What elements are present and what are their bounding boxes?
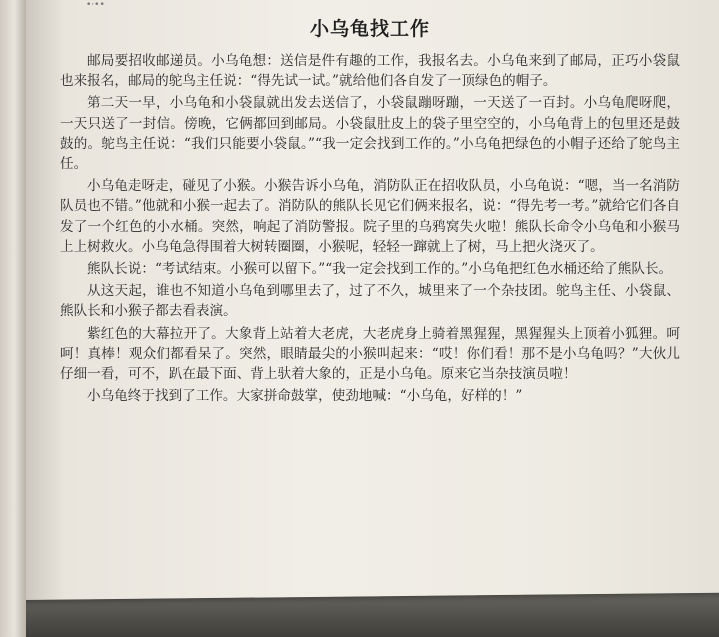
page-header-mark: •·••	[86, 0, 105, 10]
paragraph-7: 小乌龟终于找到了工作。大家拼命鼓掌，使劲地喊：“小乌龟，好样的！”	[87, 388, 523, 405]
paragraph-6: 紫红色的大幕拉开了。大象背上站着大老虎，大老虎身上骑着黑猩猩，黑猩猩头上顶着小狐狸。呵呵！真棒！观众们都看呆了。突然，眼睛最尖的小猴叫起来：“哎！你们看！那不是小乌龟吗？”大伙儿仔细一看，可不，趴在最下面、背上驮着大象的，正是小乌龟。原来它当杂技演员啦！	[60, 325, 680, 383]
paragraph-2: 第二天一早，小乌龟和小袋鼠就出发去送信了，小袋鼠蹦呀蹦，一天送了一百封。小乌龟爬呀爬，一天只送了一封信。傍晚，它俩都回到邮局。小袋鼠肚皮上的袋子里空空的，小乌龟背上的包里还是鼓鼓的。鸵鸟主任说：“我们只能要小袋鼠。”“我一定会找到工作的。”小乌龟把绿色的小帽子还给了鸵鸟主任。	[60, 95, 680, 173]
paragraph-3: 小乌龟走呀走，碰见了小猴。小猴告诉小乌龟，消防队正在招收队员，小乌龟说：“嗯，当一名消防队员也不错。”他就和小猴一起去了。消防队的熊队长见它们俩来报名，说：“得先考一考。”就给它们各自发了一个红色的小水桶。突然，响起了消防警报。院子里的乌鸦窝失火啦！熊队长命令小乌龟和小猴马上上树救火。小乌龟急得围着大树转圈圈，小猴呢，轻轻一蹿就上了树，马上把火浇灭了。	[60, 178, 680, 255]
story-content	[60, 14, 680, 408]
paragraph-5: 从这天起，谁也不知道小乌龟到哪里去了，过了不久，城里来了一个杂技团。鸵鸟主任、小袋鼠、熊队长和小猴子都去看表演。	[60, 283, 680, 320]
story-title: 小乌龟找工作	[309, 18, 430, 40]
book-spine	[0, 0, 26, 637]
paragraph-4: 熊队长说：“考试结束。小猴可以留下。”“我一定会找到工作的。”小乌龟把红色水桶还给了熊队长。	[87, 261, 673, 278]
paragraph-1: 邮局要招收邮递员。小乌龟想：送信是件有趣的工作，我报名去。小乌龟来到了邮局，正巧小袋鼠也来报名，邮局的鸵鸟主任说：“得先试一试。”就给他们各自发了一顶绿色的帽子。	[60, 53, 680, 90]
